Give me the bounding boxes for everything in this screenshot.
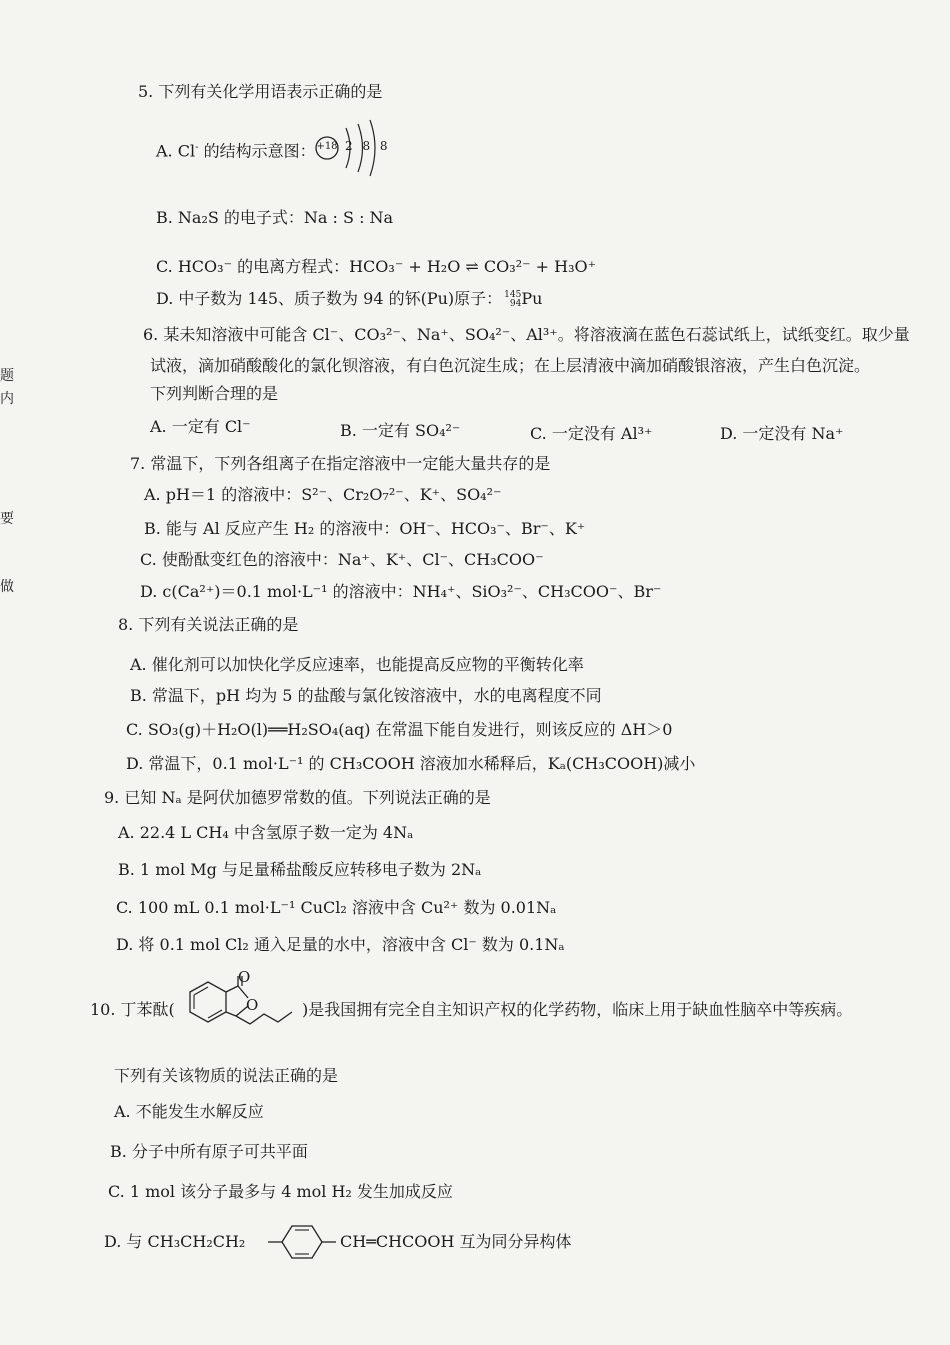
q7-option-a: A. pH＝1 的溶液中：S²⁻、Cr₂O₇²⁻、K⁺、SO₄²⁻ (144, 485, 502, 504)
q7-option-c: C. 使酚酞变红色的溶液中：Na⁺、K⁺、Cl⁻、CH₃COO⁻ (140, 550, 544, 569)
q5-option-a (156, 138, 316, 161)
q7-option-d: D. c(Ca²⁺)＝0.1 mol·L⁻¹ 的溶液中：NH₄⁺、SiO₃²⁻、CH₃COO⁻、Br⁻ (140, 582, 662, 601)
benzene-ring-icon (268, 1220, 338, 1264)
q9-stem: 9. 已知 Nₐ 是阿伏加德罗常数的值。下列说法正确的是 (104, 788, 491, 807)
q5-a-prefix: A. Cl (156, 141, 196, 161)
pu-mass-number: 145 (504, 289, 522, 300)
q8-option-d: D. 常温下，0.1 mol·L⁻¹ 的 CH₃COOH 溶液加水稀释后，Kₐ(CH₃COOH)减小 (126, 754, 696, 773)
margin-note: 做 (0, 579, 14, 595)
q9-option-d: D. 将 0.1 mol Cl₂ 通入足量的水中，溶液中含 Cl⁻ 数为 0.1Nₐ (116, 935, 565, 954)
ring-oxygen: O (246, 996, 259, 1014)
margin-note: 内 (0, 391, 14, 407)
pu-symbol: Pu (521, 289, 543, 308)
q9-option-a: A. 22.4 L CH₄ 中含氢原子数一定为 4Nₐ (118, 823, 414, 842)
q5-option-b: B. Na₂S 的电子式：Na : S : Na (156, 208, 394, 227)
q10-option-c: C. 1 mol 该分子最多与 4 mol H₂ 发生加成反应 (108, 1182, 453, 1201)
q5-stem: 5. 下列有关化学用语表示正确的是 (138, 82, 383, 101)
q10-option-b: B. 分子中所有原子可共平面 (110, 1142, 308, 1161)
q10-option-a: A. 不能发生水解反应 (114, 1102, 264, 1121)
q6-stem-line1: 6. 某未知溶液中可能含 Cl⁻、CO₃²⁻、Na⁺、SO₄²⁻、Al³⁺。将溶液滴在蓝色石蕊试纸上，试纸变红。取少量 (143, 325, 910, 344)
q10-stem-line2: 下列有关该物质的说法正确的是 (114, 1066, 339, 1085)
q5-option-c: C. HCO₃⁻ 的电离方程式：HCO₃⁻ + H₂O ⇌ CO₃²⁻ + H₃O⁺ (156, 257, 597, 276)
q6-option-b: B. 一定有 SO₄²⁻ (340, 421, 461, 440)
margin-note: 要 (0, 511, 14, 527)
q10-option-d-suffix: CH═CHCOOH 互为同分异构体 (340, 1232, 572, 1251)
q6-option-a: A. 一定有 Cl⁻ (150, 417, 251, 436)
q10-stem-suffix: )是我国拥有完全自主知识产权的化学药物，临床上用于缺血性脑卒中等疾病。 (302, 1000, 853, 1019)
q7-option-b: B. 能与 Al 反应产生 H₂ 的溶液中：OH⁻、HCO₃⁻、Br⁻、K⁺ (144, 519, 586, 538)
q8-option-c: C. SO₃(g)＋H₂O(l)══H₂SO₄(aq) 在常温下能自发进行，则该反应的 ΔH＞0 (126, 720, 673, 739)
q10-stem-prefix: 10. 丁苯酞( (90, 1000, 175, 1019)
q6-option-d: D. 一定没有 Na⁺ (720, 424, 844, 443)
q6-stem-line2: 试液，滴加硝酸酸化的氯化钡溶液，有白色沉淀生成；在上层清液中滴加硝酸银溶液，产生白色沉淀。 (150, 356, 871, 375)
q9-option-b: B. 1 mol Mg 与足量稀盐酸反应转移电子数为 2Nₐ (118, 860, 482, 879)
margin-note: 题 (0, 368, 14, 384)
q5-option-d (156, 289, 542, 309)
pu-atomic-number: 94 (509, 298, 522, 309)
carbonyl-oxygen: O (238, 968, 251, 986)
q8-stem: 8. 下列有关说法正确的是 (118, 615, 299, 634)
cl-shell-electrons: 2 8 8 (345, 139, 391, 153)
q5-d-text: D. 中子数为 145、质子数为 94 的钚(Pu)原子： (156, 289, 503, 308)
q7-stem: 7. 常温下，下列各组离子在指定溶液中一定能大量共存的是 (130, 454, 551, 473)
q10-option-d-prefix: D. 与 CH₃CH₂CH₂ (104, 1232, 246, 1251)
q6-stem-line3: 下列判断合理的是 (150, 384, 279, 403)
q9-option-c: C. 100 mL 0.1 mol·L⁻¹ CuCl₂ 溶液中含 Cu²⁺ 数为 0.01Nₐ (116, 898, 557, 917)
q8-option-a: A. 催化剂可以加快化学反应速率，也能提高反应物的平衡转化率 (130, 655, 584, 674)
q8-option-b: B. 常温下，pH 均为 5 的盐酸与氯化铵溶液中，水的电离程度不同 (130, 686, 602, 705)
q5-a-sup: - (195, 142, 199, 153)
cl-nucleus-charge: +18 (316, 141, 338, 152)
q6-option-c: C. 一定没有 Al³⁺ (530, 424, 653, 443)
q5-a-text: 的结构示意图： (198, 141, 316, 161)
